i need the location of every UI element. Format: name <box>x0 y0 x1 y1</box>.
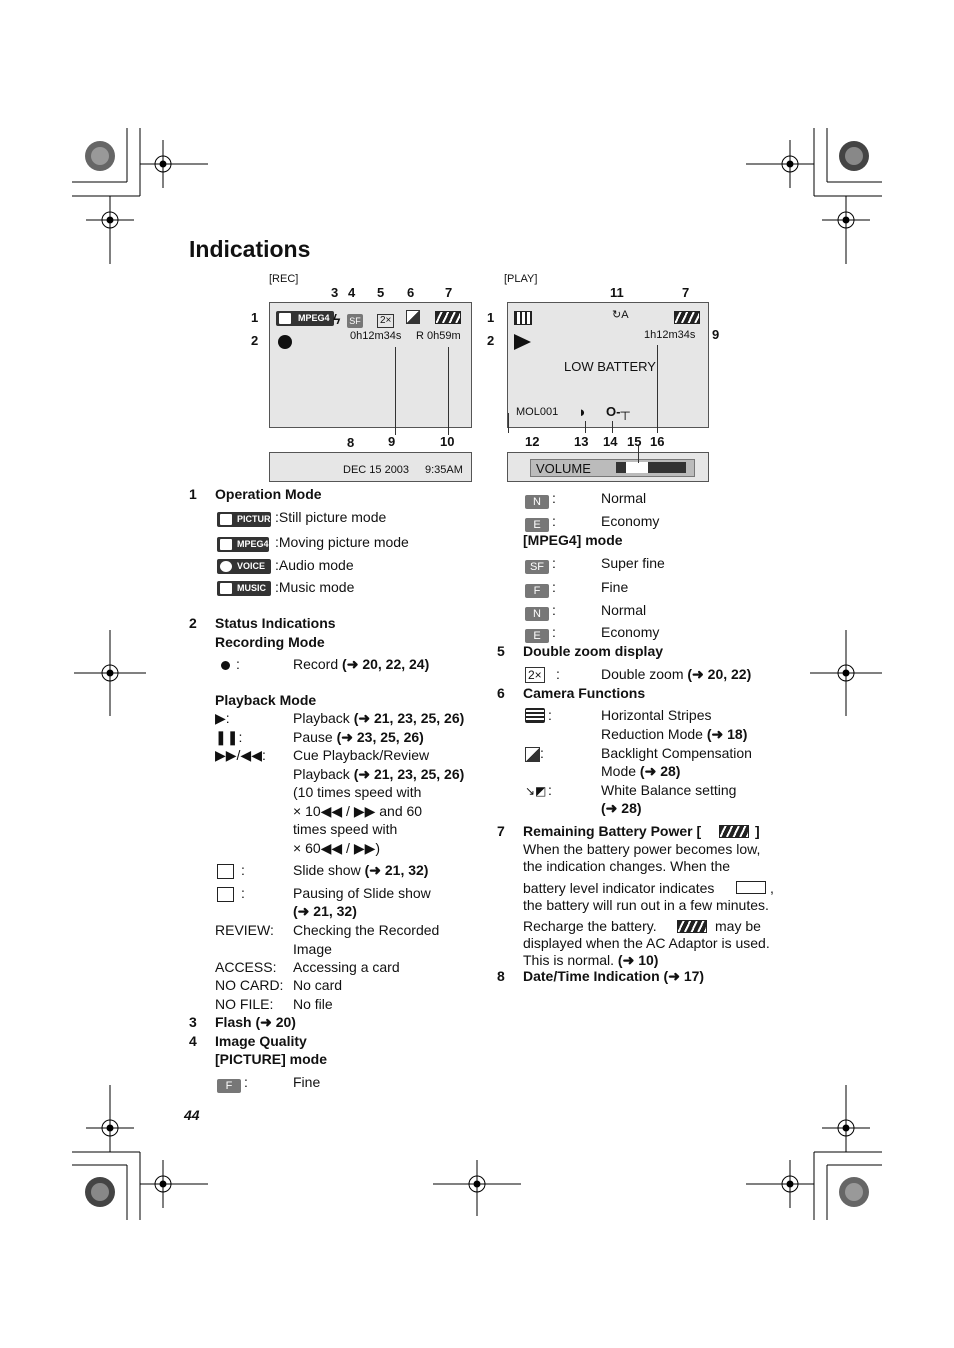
paragraph-line: the indication changes. When the <box>523 858 731 874</box>
nocard-value: No card <box>293 977 343 993</box>
quality-e-badge: E <box>525 518 549 532</box>
section-heading: Camera Functions <box>523 685 646 701</box>
backlight-icon <box>525 747 540 762</box>
play-callout: 9 <box>712 327 720 342</box>
battery-icon <box>435 311 461 324</box>
rec-time: 9:35AM <box>425 464 463 476</box>
page-ref: (➜ 28) <box>639 763 681 779</box>
page-ref: (➜ 23, 25, 26) <box>336 729 424 745</box>
rec-date: DEC 15 2003 <box>343 464 410 476</box>
battery-full-icon <box>719 825 749 838</box>
camera-function-text: Reduction Mode <box>601 726 703 742</box>
low-battery-message: LOW BATTERY <box>564 359 656 374</box>
film-icon <box>514 311 532 325</box>
bracket: ] <box>755 823 760 839</box>
stripes-icon <box>525 708 545 723</box>
page-ref: (➜ 20, 22, 24) <box>342 656 430 672</box>
cue-symbol: ▶▶/◀◀: <box>215 747 266 763</box>
play-volume-bar <box>507 452 709 482</box>
music-mode-badge: MUSIC <box>217 581 271 596</box>
page-ref: (➜ 21, 23, 25, 26) <box>353 710 465 726</box>
cue-text: Cue Playback/Review <box>293 747 430 763</box>
picture-mode-badge: PICTURE <box>217 512 271 527</box>
slide-label: Slide show <box>293 862 361 878</box>
colon: : <box>244 1074 248 1090</box>
access-value: Accessing a card <box>293 959 400 975</box>
cue-text: Playback <box>293 766 350 782</box>
rec-screen <box>269 302 472 428</box>
sub-heading: Recording Mode <box>215 634 325 650</box>
sub-heading: Playback Mode <box>215 692 317 708</box>
voice-mode-badge: VOICE <box>217 559 271 574</box>
section-number: 7 <box>497 823 505 839</box>
quality-sf-badge: SF <box>525 560 549 574</box>
mode-desc: :Moving picture mode <box>275 534 409 550</box>
rec-time-elapsed: 0h12m34s <box>350 330 402 342</box>
section-number: 2 <box>189 615 197 631</box>
rec-callout: 7 <box>445 285 453 300</box>
rec-callout: 4 <box>348 285 356 300</box>
review-value: Checking the Recorded <box>293 922 440 938</box>
white-balance-icon: ↘◩ <box>525 784 547 798</box>
playback-label: Playback <box>293 710 350 726</box>
play-callout: 1 <box>487 310 495 325</box>
page-ref: (➜ 21, 23, 25, 26) <box>353 766 465 782</box>
rec-callout: 3 <box>331 285 339 300</box>
section-heading: Date/Time Indication (➜ 17) <box>523 968 705 984</box>
cue-text: × 60◀◀ / ▶▶) <box>293 840 381 856</box>
quality-e-badge: E <box>525 629 549 643</box>
colon: : <box>552 555 556 571</box>
page-ref: (➜ 10) <box>617 952 659 968</box>
film-icon <box>279 313 291 324</box>
pause-label: Pause <box>293 729 333 745</box>
nofile-key: NO FILE: <box>215 996 274 1012</box>
rec-callout: 1 <box>251 310 259 325</box>
rec-datetime-bar <box>269 452 472 482</box>
mpeg4-mode-badge: MPEG4 <box>217 537 269 552</box>
record-text <box>293 655 429 673</box>
colon: : <box>241 885 245 901</box>
slide-show-icon <box>217 864 234 879</box>
play-icon <box>514 334 531 350</box>
play-callout: 7 <box>682 285 690 300</box>
backlight-icon <box>406 310 420 324</box>
zoom-badge: 2× <box>377 314 394 328</box>
zoom-badge: 2× <box>525 667 545 683</box>
mode-desc: :Audio mode <box>275 557 354 573</box>
play-symbol: ▶: <box>215 710 230 726</box>
play-callout: 16 <box>650 434 665 449</box>
quality-text: Fine <box>601 579 629 595</box>
page-ref: (➜ 20, 22) <box>687 666 752 682</box>
play-label: [PLAY] <box>504 273 538 285</box>
quality-sf-badge: SF <box>347 314 363 328</box>
paragraph-line: the battery will run out in a few minutes. <box>523 897 769 913</box>
cue-text: times speed with <box>293 821 398 837</box>
paragraph-line: When the battery power becomes low, <box>523 841 761 857</box>
battery-icon <box>677 920 707 933</box>
paragraph-line: may be <box>715 918 761 934</box>
rec-callout: 5 <box>377 285 385 300</box>
page-number: 44 <box>184 1107 200 1123</box>
section-number: 8 <box>497 968 505 984</box>
paragraph-line: This is normal. <box>523 952 615 968</box>
quality-text: Super fine <box>601 555 665 571</box>
play-callout: 2 <box>487 333 495 348</box>
colon: : <box>552 513 556 529</box>
file-name: MOL001 <box>516 406 559 418</box>
section-number: 1 <box>189 486 197 502</box>
play-screen <box>507 302 709 428</box>
paragraph-line: displayed when the AC Adaptor is used. <box>523 935 770 951</box>
colon: : <box>540 745 544 761</box>
section-number: 4 <box>189 1033 197 1049</box>
paragraph-line: , <box>770 880 774 896</box>
rec-callout: 8 <box>347 435 355 450</box>
section-heading: Flash (➜ 20) <box>215 1014 296 1030</box>
colon: : <box>552 624 556 640</box>
camera-function-text: Backlight Compensation <box>601 745 752 761</box>
play-callout: 13 <box>574 434 589 449</box>
nofile-value: No file <box>293 996 333 1012</box>
quality-f-badge: F <box>525 584 549 598</box>
pause-symbol: ❚❚: <box>215 729 243 745</box>
section-heading: Status Indications <box>215 615 336 631</box>
colon: : <box>552 490 556 506</box>
rec-callout: 10 <box>440 434 455 449</box>
rec-time-remaining: R 0h59m <box>416 330 461 342</box>
quality-n-badge: N <box>525 495 549 509</box>
play-callout: 15 <box>627 434 642 449</box>
record-icon <box>221 661 230 670</box>
rec-callout: 9 <box>388 434 396 449</box>
page-ref: (➜ 28) <box>601 800 642 816</box>
colon: : <box>552 602 556 618</box>
page-ref: (➜ 18) <box>706 726 748 742</box>
quality-n-badge: N <box>525 607 549 621</box>
zoom-text: Double zoom <box>601 666 684 682</box>
camera-function-text: Horizontal Stripes <box>601 707 712 723</box>
key-icon: O‑┬ <box>606 404 630 419</box>
repeat-icon: ↻A <box>612 309 629 321</box>
section-number: 5 <box>497 643 505 659</box>
page-ref: (➜ 21, 32) <box>364 862 429 878</box>
colon: : <box>236 656 240 672</box>
section-number: 6 <box>497 685 505 701</box>
slide-pause-label: Pausing of Slide show <box>293 885 431 901</box>
cue-text: × 10◀◀ / ▶▶ and 60 <box>293 803 423 819</box>
battery-low-icon <box>736 881 766 894</box>
camera-function-text: White Balance setting <box>601 782 737 798</box>
rec-callout: 6 <box>407 285 415 300</box>
paragraph-line: Recharge the battery. <box>523 918 657 934</box>
quality-text: Normal <box>601 602 647 618</box>
volume-label: VOLUME <box>536 461 591 476</box>
access-key: ACCESS: <box>215 959 277 975</box>
colon: : <box>548 782 552 798</box>
review-key: REVIEW: <box>215 922 274 938</box>
play-callout: 11 <box>610 285 624 300</box>
slide-pause-icon <box>217 887 234 902</box>
play-time: 1h12m34s <box>644 329 696 341</box>
sub-heading: [PICTURE] mode <box>215 1051 327 1067</box>
nocard-key: NO CARD: <box>215 977 284 993</box>
quality-f-badge: F <box>217 1079 241 1093</box>
camera-function-text: Mode <box>601 763 637 779</box>
quality-text: Economy <box>601 624 660 640</box>
colon: : <box>552 579 556 595</box>
quality-text: Fine <box>293 1074 321 1090</box>
mode-desc: :Music mode <box>275 579 355 595</box>
battery-icon <box>674 311 700 324</box>
record-label: Record <box>293 656 339 672</box>
sub-heading: [MPEG4] mode <box>523 532 623 548</box>
section-heading: Operation Mode <box>215 486 322 502</box>
paragraph-line: battery level indicator indicates <box>523 880 715 896</box>
review-value: Image <box>293 941 332 957</box>
section-heading: Remaining Battery Power [ <box>523 823 702 839</box>
flash-icon: ϟ <box>333 311 341 327</box>
colon: : <box>548 707 552 723</box>
quality-text: Economy <box>601 513 660 529</box>
section-heading: Image Quality <box>215 1033 307 1049</box>
rec-callout: 2 <box>251 333 259 348</box>
play-callout: 12 <box>525 434 540 449</box>
section-number: 3 <box>189 1014 197 1030</box>
section-heading: Double zoom display <box>523 643 664 659</box>
page-ref: (➜ 21, 32) <box>293 903 357 919</box>
cue-text: (10 times speed with <box>293 784 422 800</box>
mpeg4-mode-badge: MPEG4 <box>276 311 334 326</box>
record-icon <box>278 335 292 349</box>
mode-desc: :Still picture mode <box>275 509 387 525</box>
protect-icon: ◗ <box>578 404 588 421</box>
quality-text: Normal <box>601 490 647 506</box>
colon: : <box>556 666 560 682</box>
play-callout: 14 <box>603 434 618 449</box>
rec-label: [REC] <box>269 273 299 285</box>
page-title: Indications <box>189 236 311 262</box>
colon: : <box>241 862 245 878</box>
